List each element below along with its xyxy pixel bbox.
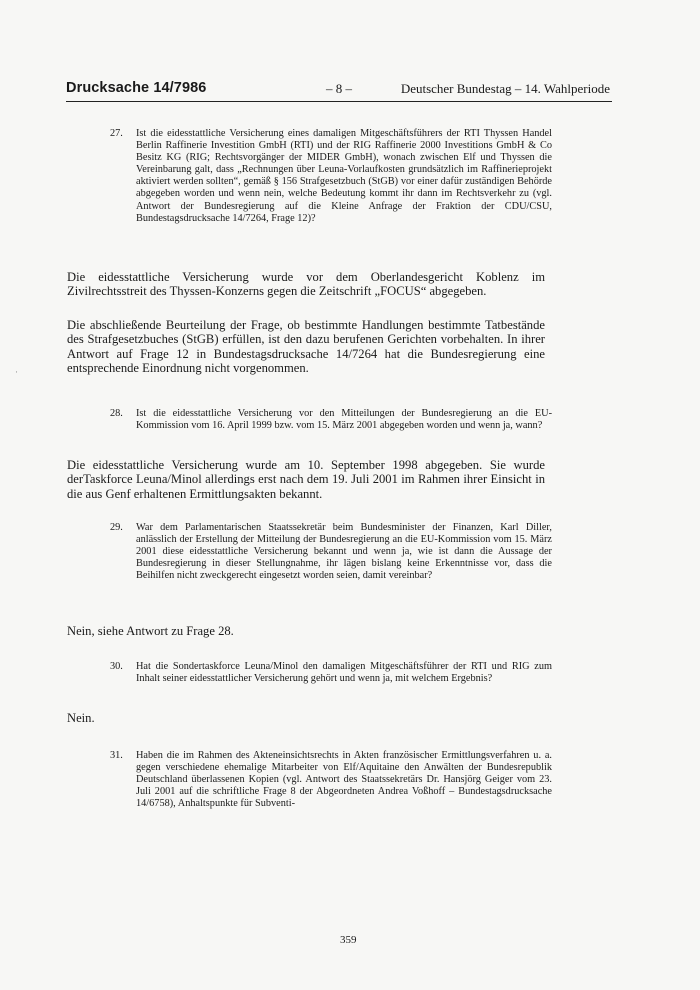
- question-text: Ist die eidesstattliche Versicherung vor den Mitteilungen der Bundesregierung an die EU-Kommission vom 16. April 1999 bzw. vom 15. März 2001 abgegeben worden und wenn ja, wann?: [136, 408, 552, 432]
- answer-text: Nein.: [67, 711, 95, 725]
- header-rule: [66, 101, 612, 102]
- answer-text: Die eidesstattliche Versicherung wurde vor dem Oberlandesgericht Koblenz im Zivilrechtsstreit des Thyssen-Konzerns gegen die Zeitschrift „FOCUS“ abgegeben.: [67, 270, 545, 299]
- answer-27-part-2: [67, 318, 545, 376]
- document-number: Drucksache 14/7986: [66, 80, 207, 96]
- question-number: 27.: [110, 128, 123, 139]
- question-text: Haben die im Rahmen des Akteneinsichtsrechts in Akten französischer Ermittlungsverfahren u. a. gegen verschiedene ehemalige Mitarbeiter von Elf/Aquitaine den Anwälten der Bundesrepublik Deutschland überlassenen Kopien (vgl. Antwort des Staatssekretärs Dr. Hansjörg Geiger vom 23. Juli 2001 auf die schriftliche Frage 8 der Abgeordneten Andrea Voßhoff – Bundestagsdrucksache 14/6758), Anhaltspunkte für Subventi-: [136, 750, 552, 810]
- question-text: War dem Parlamentarischen Staatssekretär beim Bundesminister der Finanzen, Karl Diller, anlässlich der Erstellung der Mitteilung der Bundesregierung an die EU-Kommission vom 15. März 2001 diese eidesstattliche Versicherung bekannt und wenn ja, wie ist dann die Aussage der Bundesregierung in dieser Stellungnahme, ihr lägen bislang keine Erkenntnisse vor, dass die Beihilfen nicht zweckgerecht eingesetzt worden seien, damit vereinbar?: [136, 522, 552, 582]
- answer-text: Nein, siehe Antwort zu Frage 28.: [67, 624, 234, 638]
- answer-30: [67, 711, 545, 725]
- question-number: 31.: [110, 750, 123, 761]
- question-number: 29.: [110, 522, 123, 533]
- scan-speck: ·: [15, 367, 18, 377]
- question-29: [110, 522, 552, 582]
- question-28: [110, 408, 552, 432]
- page-number: 359: [340, 934, 357, 946]
- answer-text: Die eidesstattliche Versicherung wurde am 10. September 1998 abgegeben. Sie wurde derTaskforce Leuna/Minol allerdings erst nach dem 19. Juli 2001 im Rahmen ihrer Einsicht in die aus Genf erhaltenen Ermittlungsakten bekannt.: [67, 458, 545, 501]
- question-30: [110, 661, 552, 685]
- answer-28: [67, 458, 545, 501]
- page-marker: – 8 –: [326, 81, 352, 96]
- page-header: [66, 80, 612, 100]
- question-number: 28.: [110, 408, 123, 419]
- answer-27-part-1: [67, 270, 545, 299]
- question-31: [110, 750, 552, 810]
- parliament-period: Deutscher Bundestag – 14. Wahlperiode: [400, 81, 610, 96]
- question-number: 30.: [110, 661, 123, 672]
- question-text: Ist die eidesstattliche Versicherung eines damaligen Mitgeschäftsführers der RTI Thyssen Handel Berlin Raffinerie Investition GmbH (RTI) und der RIG Raffinerie 2000 Investitions GmbH & Co Besitz KG (RIG; Rechtsvorgänger der MIDER GmbH), wonach zwischen Elf und Thyssen die Vereinbarung galt, dass „Rechnungen über Leuna-Vorlaufkosten grundsätzlich im Raffinerieprojekt aktiviert werden sollten“, gemäß § 156 Strafgesetzbuch (StGB) vor einer dafür zuständigen Behörde abgegeben worden und wenn nein, welche Bedeutung kommt ihr dann im Rechtsverkehr zu (vgl. Antwort der Bundesregierung auf die Kleine Anfrage der Fraktion der CDU/CSU, Bundestagsdrucksache 14/7264, Frage 12)?: [136, 128, 552, 224]
- question-27: [110, 128, 552, 225]
- answer-29: [67, 624, 545, 638]
- question-text: Hat die Sondertaskforce Leuna/Minol den damaligen Mitgeschäftsführer der RTI und RIG zum Inhalt seiner eidesstattlicher Versicherung gehört und wenn ja, mit welchem Ergebnis?: [136, 661, 552, 685]
- answer-text: Die abschließende Beurteilung der Frage, ob bestimmte Handlungen bestimmte Tatbestände des Strafgesetzbuches (StGB) erfüllen, ist den dazu berufenen Gerichten vorbehalten. In ihrer Antwort auf Frage 12 in Bundestagsdrucksache 14/7264 hat die Bundesregierung eine entsprechende Einordnung nicht vorgenommen.: [67, 318, 545, 376]
